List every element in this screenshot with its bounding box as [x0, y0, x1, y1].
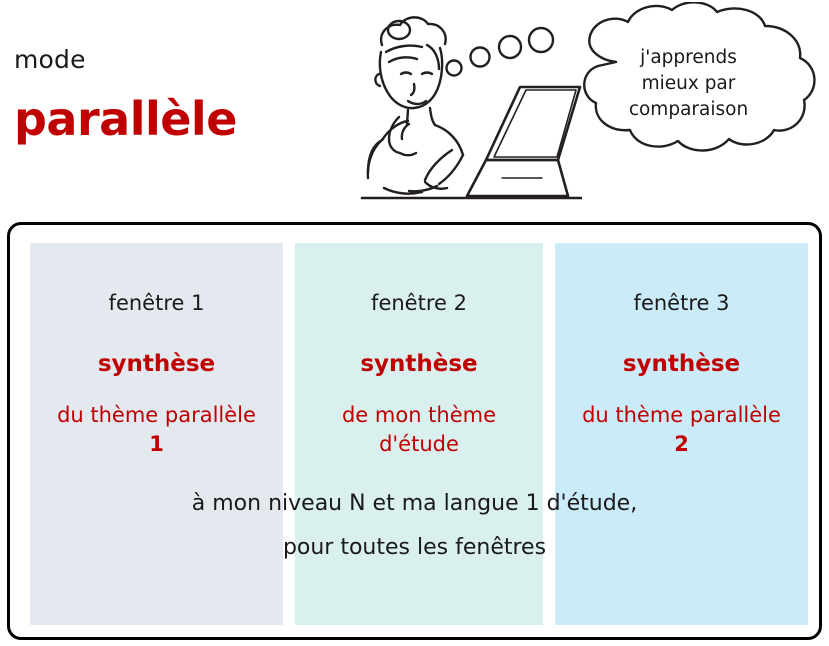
bubble-line-1: j'apprends [640, 46, 737, 68]
columns-group [10, 225, 819, 637]
footer-line-1: à mon niveau N et ma langue 1 d'étude, [191, 491, 638, 516]
window-3-synthesis: synthèse [622, 351, 741, 377]
window-column-1[interactable] [30, 243, 283, 625]
window-3-header: fenêtre 3 [633, 291, 730, 315]
window-2-header: fenêtre 2 [371, 291, 467, 315]
window-3-subtitle-line2: 2 [674, 431, 689, 456]
window-1-header: fenêtre 1 [108, 291, 205, 315]
window-2-synthesis: synthèse [360, 351, 478, 377]
bubble-line-2: mieux par [641, 72, 736, 94]
footer-line-2: pour toutes les fenêtres [282, 535, 547, 560]
window-1-synthesis: synthèse [97, 351, 216, 377]
page-title: parallèle [14, 92, 237, 146]
window-1-subtitle-line2: 1 [149, 431, 164, 456]
bubble-line-3: comparaison [628, 99, 749, 121]
footer-note [10, 493, 819, 559]
window-3-subtitle-line1: du thème parallèle [582, 403, 781, 427]
thought-bubble [556, 2, 821, 162]
window-2-subtitle-line1: de mon thème [341, 403, 497, 427]
window-2-subtitle-line2: d'étude [379, 431, 459, 456]
window-1-subtitle [30, 401, 283, 459]
mode-label: mode [14, 45, 86, 74]
thought-trail-bubbles [440, 22, 560, 82]
thought-bubble-text [556, 2, 821, 162]
window-1-subtitle-line1: du thème parallèle [57, 403, 256, 427]
window-2-subtitle [295, 401, 543, 459]
window-3-subtitle [555, 401, 808, 459]
header-area [0, 0, 829, 222]
window-column-3[interactable] [555, 243, 808, 625]
window-column-2[interactable] [295, 243, 543, 625]
windows-container [7, 222, 822, 640]
